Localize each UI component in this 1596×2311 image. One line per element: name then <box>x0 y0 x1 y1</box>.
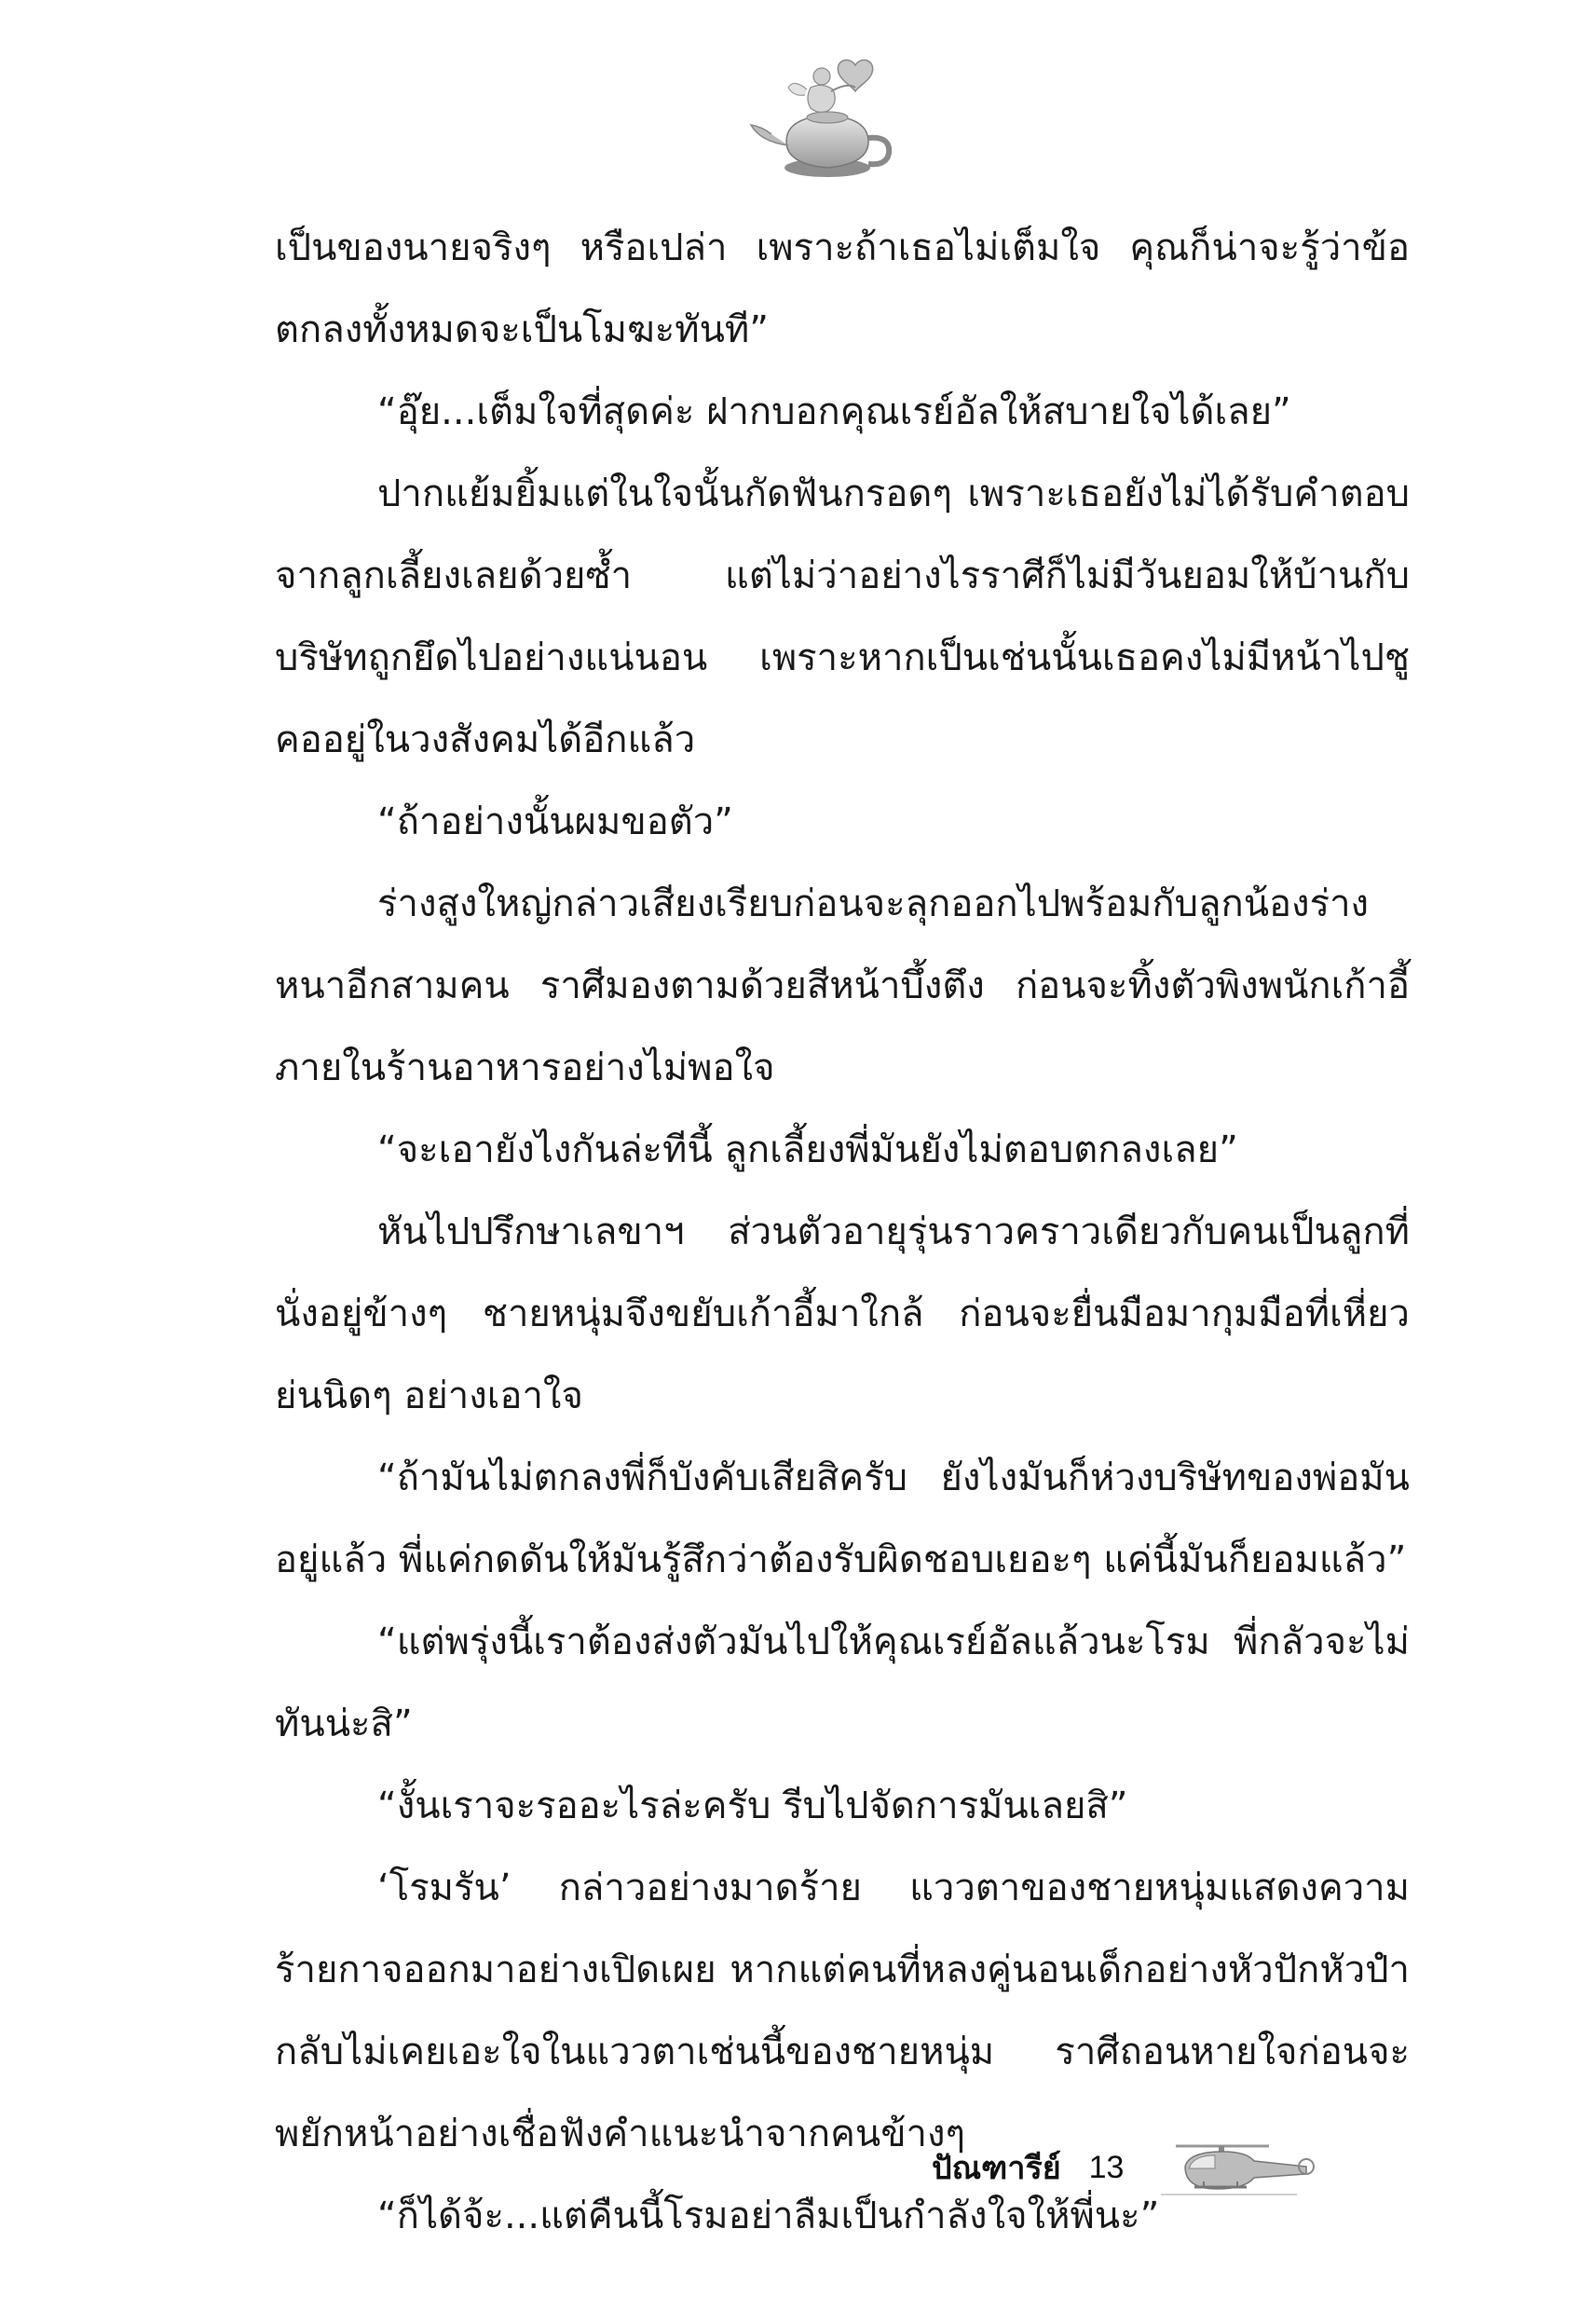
paragraph-10: “งั้นเราจะรออะไรล่ะครับ รีบไปจัดการมันเลยสิ” <box>377 1785 1128 1827</box>
teapot-with-cherub-ornament-icon <box>745 48 904 188</box>
page-number: 13 <box>1088 2149 1125 2185</box>
paragraph-5: ร่างสูงใหญ่กล่าวเสียงเรียบก่อนจะลุกออกไปพร้อมกับลูกน้องร่างหนาอีกสามคน ราศีมองตามด้วยสีหน้าบึ้งตึง ก่อนจะทิ้งตัวพิงพนักเก้าอี้ภายในร้านอาหารอย่างไม่พอใจ <box>275 882 1410 1089</box>
paragraph-7: หันไปปรึกษาเลขาฯ ส่วนตัวอายุรุ่นราวคราวเดียวกับคนเป็นลูกที่นั่งอยู่ข้างๆ ชายหนุ่มจึงขยับเก้าอี้มาใกล้ ก่อนจะยื่นมือมากุมมือที่เหี่ยวย่นนิดๆ อย่างเอาใจ <box>275 1210 1410 1417</box>
paragraph-4: “ถ้าอย่างนั้นผมขอตัว” <box>377 800 733 843</box>
paragraph-3: ปากแย้มยิ้มแต่ในใจนั้นกัดฟันกรอดๆ เพราะเธอยังไม่ได้รับคำตอบจากลูกเลี้ยงเลยด้วยซ้ำ แต่ไม่ว่าอย่างไรราศีก็ไม่มีวันยอมให้บ้านกับบริษัทถูกยึดไปอย่างแน่นอน เพราะหากเป็นเช่นนั้นเธอคงไม่มีหน้าไปชูคออยู่ในวงสังคมได้อีกแล้ว <box>275 472 1410 761</box>
paragraph-1: เป็นของนายจริงๆ หรือเปล่า เพราะถ้าเธอไม่เต็มใจ คุณก็น่าจะรู้ว่าข้อตกลงทั้งหมดจะเป็นโมฆะทันที” <box>275 226 1410 351</box>
helicopter-icon <box>1157 2139 1316 2196</box>
book-title: ปัณฑารีย์ <box>932 2150 1061 2187</box>
paragraph-8: “ถ้ามันไม่ตกลงพี่ก็บังคับเสียสิครับ ยังไงมันก็ห่วงบริษัทของพ่อมันอยู่แล้ว พี่แค่กดดันให้มันรู้สึกว่าต้องรับผิดชอบเยอะๆ แค่นี้มันก็ยอมแล้ว” <box>275 1456 1410 1581</box>
body-text <box>275 207 1410 2257</box>
paragraph-11: ‘โรมรัน’ กล่าวอย่างมาดร้าย แววตาของชายหนุ่มแสดงความร้ายกาจออกมาอย่างเปิดเผย หากแต่คนที่หลงคู่นอนเด็กอย่างหัวปักหัวปำกลับไม่เคยเอะใจในแววตาเช่นนี้ของชายหนุ่ม ราศีถอนหายใจก่อนจะพยักหน้าอย่างเชื่อฟังคำแนะนำจากคนข้างๆ <box>275 1867 1410 2155</box>
paragraph-12: “ก็ได้จ้ะ...แต่คืนนี้โรมอย่าลืมเป็นกำลังใจให้พี่นะ” <box>377 2195 1160 2237</box>
page-footer <box>932 2134 1316 2201</box>
paragraph-9: “แต่พรุ่งนี้เราต้องส่งตัวมันไปให้คุณเรย์อัลแล้วนะโรม พี่กลัวจะไม่ทันน่ะสิ” <box>275 1620 1410 1745</box>
paragraph-2: “อุ๊ย...เต็มใจที่สุดค่ะ ฝากบอกคุณเรย์อัลให้สบายใจได้เลย” <box>377 390 1291 433</box>
paragraph-6: “จะเอายังไงกันล่ะทีนี้ ลูกเลี้ยงพี่มันยังไม่ตอบตกลงเลย” <box>377 1128 1238 1171</box>
